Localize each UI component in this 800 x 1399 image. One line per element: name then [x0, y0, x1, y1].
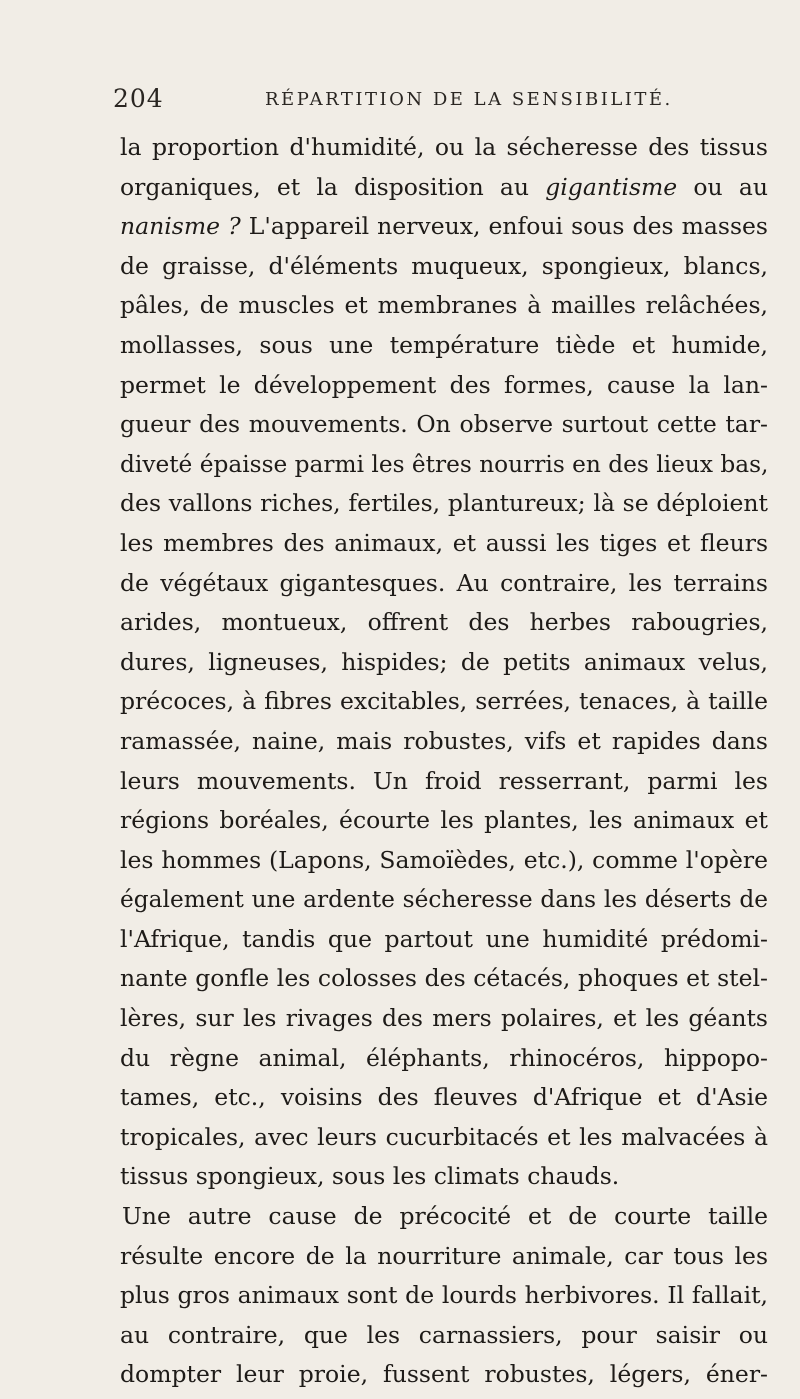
text-line: permet le développement des formes, cause la lan-: [120, 370, 768, 399]
page-header: [113, 84, 673, 116]
text-line: nante gonfle les colosses des cétacés, phoques et stel-: [120, 964, 768, 993]
text-line: nanisme ? L'appareil nerveux, enfoui sous des masses: [120, 212, 768, 241]
text-line: précoces, à fibres excitables, serrées, tenaces, à taille: [120, 687, 768, 716]
text-line: de graisse, d'éléments muqueux, spongieux, blancs,: [120, 251, 768, 280]
text-line: tames, etc., voisins des fleuves d'Afrique et d'Asie: [120, 1083, 768, 1112]
text-line: dures, ligneuses, hispides; de petits animaux velus,: [120, 647, 768, 676]
text-line: également une ardente sécheresse dans les déserts de: [120, 886, 768, 914]
text-line: diveté épaisse parmi les êtres nourris en des lieux bas,: [120, 450, 769, 478]
text-line: de végétaux gigantesques. Au contraire, les terrains: [120, 568, 768, 597]
text-line: les hommes (Lapons, Samoïèdes, etc.), comme l'opère: [120, 845, 768, 874]
italic-term: gigantisme: [545, 172, 678, 201]
text-line: résulte encore de la nourriture animale, car tous les: [120, 1241, 768, 1270]
text-line: lères, sur les rivages des mers polaires, et les géants: [120, 1004, 768, 1033]
running-head: RÉPARTITION DE LA SENSIBILITÉ.: [265, 89, 673, 110]
text-line: pâles, de muscles et membranes à mailles relâchées,: [120, 291, 768, 320]
text-line: des vallons riches, fertiles, plantureux; là se déploient: [120, 489, 768, 518]
page-number: 204: [113, 84, 164, 113]
text-line: plus gros animaux sont de lourds herbivores. Il fallait,: [120, 1281, 768, 1310]
italic-term: nanisme ?: [120, 212, 241, 241]
text-line: leurs mouvements. Un froid resserrant, parmi les: [120, 766, 768, 795]
paragraph-end-line: tissus spongieux, sous les climats chauds.: [120, 1162, 620, 1191]
text-line: au contraire, que les carnassiers, pour saisir ou: [120, 1320, 768, 1349]
text-line: arides, montueux, offrent des herbes rabougries,: [120, 608, 768, 637]
text-line: organiques, et la disposition au gigantisme ou au: [120, 172, 768, 201]
text-line: du règne animal, éléphants, rhinocéros, hippopo-: [120, 1043, 768, 1072]
text-line: les membres des animaux, et aussi les tiges et fleurs: [120, 528, 768, 557]
text-line: dompter leur proie, fussent robustes, légers, éner-: [120, 1360, 768, 1389]
body-text: [120, 128, 768, 1395]
text-line: mollasses, sous une température tiède et humide,: [120, 330, 768, 359]
text-line: la proportion d'humidité, ou la sécheresse des tissus: [120, 133, 768, 161]
paragraph-start-line: Une autre cause de précocité et de courte taille: [122, 1202, 768, 1231]
text-line: régions boréales, écourte les plantes, les animaux et: [120, 806, 768, 835]
text-line: tropicales, avec leurs cucurbitacés et les malvacées à: [120, 1122, 768, 1151]
text-line: gueur des mouvements. On observe surtout cette tar-: [120, 410, 768, 439]
text-line: ramassée, naine, mais robustes, vifs et rapides dans: [120, 726, 768, 755]
text-line: l'Afrique, tandis que partout une humidité prédomi-: [120, 924, 768, 953]
